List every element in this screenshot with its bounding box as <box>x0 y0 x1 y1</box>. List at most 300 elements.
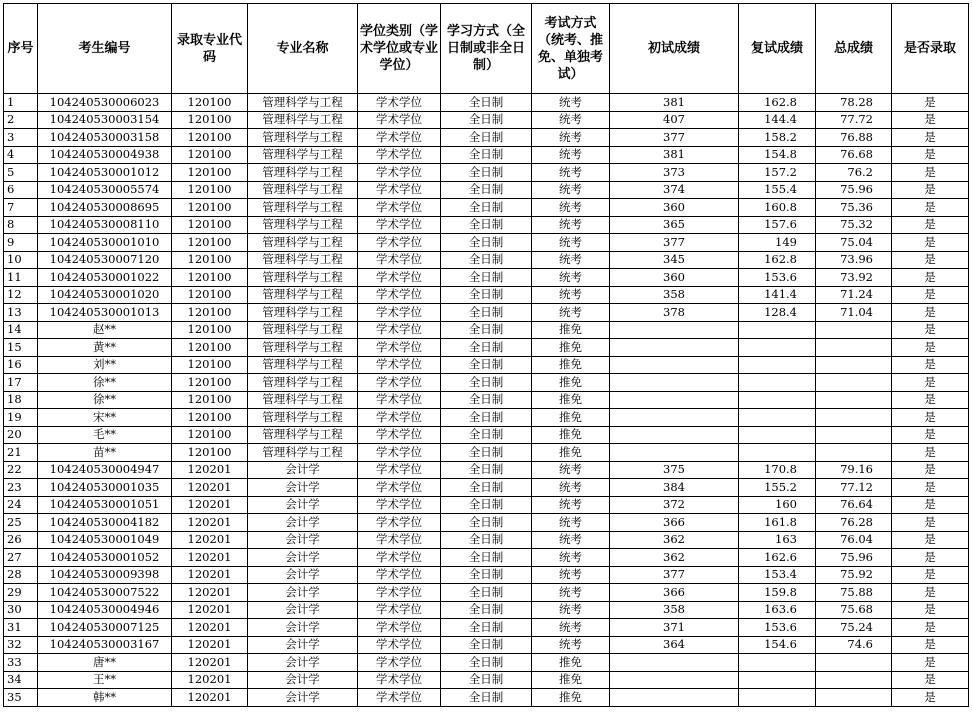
cell-seq: 21 <box>4 444 38 462</box>
cell-study-mode: 全日制 <box>441 584 532 602</box>
cell-study-mode: 全日制 <box>441 426 532 444</box>
cell-degree-type: 学术学位 <box>358 251 441 269</box>
cell-admitted: 是 <box>892 566 969 584</box>
cell-seq: 3 <box>4 129 38 147</box>
cell-major-code: 120100 <box>172 426 248 444</box>
cell-admitted: 是 <box>892 619 969 637</box>
cell-retest-score <box>739 321 816 339</box>
cell-admitted: 是 <box>892 601 969 619</box>
cell-exam-no: 104240530001022 <box>38 269 172 287</box>
cell-initial-score: 358 <box>610 601 739 619</box>
cell-initial-score: 381 <box>610 146 739 164</box>
cell-major-code: 120201 <box>172 671 248 689</box>
cell-seq: 16 <box>4 356 38 374</box>
cell-initial-score: 372 <box>610 496 739 514</box>
cell-exam-mode: 统考 <box>532 566 610 584</box>
cell-initial-score <box>610 391 739 409</box>
cell-degree-type: 学术学位 <box>358 584 441 602</box>
cell-major-code: 120100 <box>172 304 248 322</box>
cell-retest-score: 162.8 <box>739 251 816 269</box>
cell-exam-mode: 统考 <box>532 269 610 287</box>
cell-total-score: 73.96 <box>816 251 892 269</box>
cell-exam-no: 104240530001012 <box>38 164 172 182</box>
cell-exam-no: 苗** <box>38 444 172 462</box>
table-row <box>4 94 969 112</box>
cell-total-score <box>816 321 892 339</box>
cell-major-code: 120100 <box>172 181 248 199</box>
cell-study-mode: 全日制 <box>441 164 532 182</box>
cell-retest-score <box>739 409 816 427</box>
table-row <box>4 654 969 672</box>
table-row <box>4 339 969 357</box>
cell-major-name: 管理科学与工程 <box>248 129 358 147</box>
cell-degree-type: 学术学位 <box>358 234 441 252</box>
cell-retest-score: 162.6 <box>739 549 816 567</box>
cell-exam-no: 徐** <box>38 374 172 392</box>
cell-retest-score: 161.8 <box>739 514 816 532</box>
cell-major-name: 管理科学与工程 <box>248 304 358 322</box>
cell-initial-score: 362 <box>610 531 739 549</box>
cell-total-score: 75.68 <box>816 601 892 619</box>
cell-retest-score: 155.2 <box>739 479 816 497</box>
cell-major-code: 120100 <box>172 374 248 392</box>
cell-major-name: 管理科学与工程 <box>248 164 358 182</box>
cell-total-score <box>816 391 892 409</box>
cell-exam-no: 104240530001010 <box>38 234 172 252</box>
cell-major-name: 管理科学与工程 <box>248 444 358 462</box>
header-major-name: 专业名称 <box>248 4 358 94</box>
cell-retest-score: 157.2 <box>739 164 816 182</box>
table-row <box>4 496 969 514</box>
cell-degree-type: 学术学位 <box>358 531 441 549</box>
cell-exam-mode: 统考 <box>532 216 610 234</box>
cell-major-name: 管理科学与工程 <box>248 269 358 287</box>
cell-degree-type: 学术学位 <box>358 549 441 567</box>
header-retest-score: 复试成绩 <box>739 4 816 94</box>
cell-study-mode: 全日制 <box>441 391 532 409</box>
cell-exam-no: 104240530005574 <box>38 181 172 199</box>
cell-initial-score <box>610 426 739 444</box>
cell-admitted: 是 <box>892 94 969 112</box>
cell-exam-no: 104240530004938 <box>38 146 172 164</box>
cell-degree-type: 学术学位 <box>358 216 441 234</box>
cell-admitted: 是 <box>892 636 969 654</box>
cell-seq: 17 <box>4 374 38 392</box>
cell-initial-score <box>610 671 739 689</box>
table-row <box>4 234 969 252</box>
cell-seq: 5 <box>4 164 38 182</box>
cell-admitted: 是 <box>892 269 969 287</box>
cell-major-code: 120100 <box>172 409 248 427</box>
cell-initial-score: 362 <box>610 549 739 567</box>
cell-total-score <box>816 671 892 689</box>
table-row <box>4 181 969 199</box>
table-row <box>4 479 969 497</box>
cell-initial-score <box>610 689 739 707</box>
cell-retest-score <box>739 391 816 409</box>
cell-admitted: 是 <box>892 339 969 357</box>
cell-major-name: 管理科学与工程 <box>248 426 358 444</box>
cell-major-name: 会计学 <box>248 531 358 549</box>
cell-total-score: 75.24 <box>816 619 892 637</box>
cell-study-mode: 全日制 <box>441 444 532 462</box>
cell-seq: 23 <box>4 479 38 497</box>
cell-degree-type: 学术学位 <box>358 444 441 462</box>
cell-retest-score: 153.6 <box>739 269 816 287</box>
cell-study-mode: 全日制 <box>441 619 532 637</box>
cell-major-name: 会计学 <box>248 549 358 567</box>
cell-major-name: 管理科学与工程 <box>248 374 358 392</box>
cell-initial-score: 360 <box>610 199 739 217</box>
cell-admitted: 是 <box>892 199 969 217</box>
cell-admitted: 是 <box>892 286 969 304</box>
cell-study-mode: 全日制 <box>441 339 532 357</box>
cell-exam-no: 唐** <box>38 654 172 672</box>
cell-seq: 24 <box>4 496 38 514</box>
cell-exam-mode: 推免 <box>532 356 610 374</box>
cell-exam-no: 宋** <box>38 409 172 427</box>
cell-study-mode: 全日制 <box>441 671 532 689</box>
table-row <box>4 269 969 287</box>
cell-major-name: 管理科学与工程 <box>248 286 358 304</box>
cell-admitted: 是 <box>892 304 969 322</box>
table-row <box>4 129 969 147</box>
cell-total-score: 75.88 <box>816 584 892 602</box>
cell-degree-type: 学术学位 <box>358 111 441 129</box>
cell-retest-score: 163 <box>739 531 816 549</box>
cell-seq: 22 <box>4 461 38 479</box>
table-row <box>4 251 969 269</box>
cell-major-name: 会计学 <box>248 671 358 689</box>
cell-admitted: 是 <box>892 234 969 252</box>
cell-study-mode: 全日制 <box>441 549 532 567</box>
cell-major-code: 120100 <box>172 146 248 164</box>
cell-degree-type: 学术学位 <box>358 164 441 182</box>
cell-study-mode: 全日制 <box>441 636 532 654</box>
cell-total-score: 76.68 <box>816 146 892 164</box>
cell-total-score: 75.04 <box>816 234 892 252</box>
cell-admitted: 是 <box>892 584 969 602</box>
cell-degree-type: 学术学位 <box>358 146 441 164</box>
cell-initial-score: 378 <box>610 304 739 322</box>
cell-major-code: 120201 <box>172 479 248 497</box>
cell-initial-score: 358 <box>610 286 739 304</box>
table-row <box>4 566 969 584</box>
cell-study-mode: 全日制 <box>441 321 532 339</box>
cell-total-score <box>816 409 892 427</box>
cell-retest-score: 153.4 <box>739 566 816 584</box>
table-row <box>4 146 969 164</box>
cell-exam-mode: 统考 <box>532 199 610 217</box>
cell-major-name: 会计学 <box>248 584 358 602</box>
cell-exam-mode: 统考 <box>532 531 610 549</box>
cell-seq: 28 <box>4 566 38 584</box>
cell-study-mode: 全日制 <box>441 689 532 707</box>
header-row <box>4 4 969 94</box>
cell-exam-mode: 统考 <box>532 479 610 497</box>
cell-retest-score: 159.8 <box>739 584 816 602</box>
cell-total-score <box>816 689 892 707</box>
cell-major-code: 120201 <box>172 496 248 514</box>
cell-exam-mode: 统考 <box>532 601 610 619</box>
cell-initial-score: 345 <box>610 251 739 269</box>
cell-exam-mode: 推免 <box>532 689 610 707</box>
cell-admitted: 是 <box>892 531 969 549</box>
cell-seq: 2 <box>4 111 38 129</box>
cell-exam-mode: 推免 <box>532 374 610 392</box>
cell-major-code: 120100 <box>172 199 248 217</box>
table-row <box>4 601 969 619</box>
cell-total-score: 75.96 <box>816 181 892 199</box>
admission-table <box>3 3 969 707</box>
cell-major-code: 120201 <box>172 636 248 654</box>
cell-study-mode: 全日制 <box>441 199 532 217</box>
cell-degree-type: 学术学位 <box>358 304 441 322</box>
cell-degree-type: 学术学位 <box>358 199 441 217</box>
cell-admitted: 是 <box>892 409 969 427</box>
cell-exam-no: 104240530007522 <box>38 584 172 602</box>
cell-degree-type: 学术学位 <box>358 286 441 304</box>
cell-admitted: 是 <box>892 496 969 514</box>
table-row <box>4 216 969 234</box>
cell-exam-mode: 统考 <box>532 514 610 532</box>
cell-major-code: 120100 <box>172 251 248 269</box>
cell-study-mode: 全日制 <box>441 356 532 374</box>
cell-seq: 19 <box>4 409 38 427</box>
cell-admitted: 是 <box>892 479 969 497</box>
cell-total-score: 75.36 <box>816 199 892 217</box>
cell-exam-mode: 统考 <box>532 94 610 112</box>
table-row <box>4 461 969 479</box>
cell-exam-no: 104240530003158 <box>38 129 172 147</box>
table-row <box>4 286 969 304</box>
cell-major-name: 管理科学与工程 <box>248 339 358 357</box>
cell-retest-score: 158.2 <box>739 129 816 147</box>
cell-total-score: 79.16 <box>816 461 892 479</box>
cell-major-name: 会计学 <box>248 619 358 637</box>
cell-major-name: 管理科学与工程 <box>248 181 358 199</box>
cell-retest-score: 163.6 <box>739 601 816 619</box>
cell-initial-score: 384 <box>610 479 739 497</box>
cell-total-score: 78.28 <box>816 94 892 112</box>
cell-retest-score: 154.6 <box>739 636 816 654</box>
cell-admitted: 是 <box>892 444 969 462</box>
cell-major-name: 管理科学与工程 <box>248 409 358 427</box>
cell-initial-score: 377 <box>610 234 739 252</box>
cell-initial-score: 374 <box>610 181 739 199</box>
cell-degree-type: 学术学位 <box>358 496 441 514</box>
header-degree-type: 学位类别（学术学位或专业学位） <box>358 4 441 94</box>
cell-seq: 8 <box>4 216 38 234</box>
cell-exam-mode: 推免 <box>532 671 610 689</box>
table-row <box>4 671 969 689</box>
cell-major-name: 会计学 <box>248 461 358 479</box>
cell-initial-score: 371 <box>610 619 739 637</box>
cell-total-score: 77.12 <box>816 479 892 497</box>
table-row <box>4 636 969 654</box>
cell-exam-mode: 统考 <box>532 619 610 637</box>
cell-study-mode: 全日制 <box>441 129 532 147</box>
cell-admitted: 是 <box>892 514 969 532</box>
cell-exam-mode: 统考 <box>532 146 610 164</box>
cell-study-mode: 全日制 <box>441 409 532 427</box>
cell-major-code: 120100 <box>172 321 248 339</box>
cell-study-mode: 全日制 <box>441 531 532 549</box>
cell-exam-mode: 统考 <box>532 251 610 269</box>
cell-major-name: 会计学 <box>248 566 358 584</box>
cell-exam-no: 104240530001013 <box>38 304 172 322</box>
cell-major-code: 120201 <box>172 689 248 707</box>
header-admitted: 是否录取 <box>892 4 969 94</box>
cell-initial-score: 377 <box>610 566 739 584</box>
cell-major-code: 120201 <box>172 566 248 584</box>
cell-admitted: 是 <box>892 321 969 339</box>
cell-seq: 12 <box>4 286 38 304</box>
cell-exam-no: 104240530004947 <box>38 461 172 479</box>
cell-degree-type: 学术学位 <box>358 601 441 619</box>
cell-seq: 6 <box>4 181 38 199</box>
header-exam-mode: 考试方式（统考、推免、单独考试） <box>532 4 610 94</box>
cell-major-code: 120201 <box>172 461 248 479</box>
cell-initial-score <box>610 374 739 392</box>
cell-total-score: 76.88 <box>816 129 892 147</box>
cell-seq: 26 <box>4 531 38 549</box>
cell-retest-score: 128.4 <box>739 304 816 322</box>
cell-retest-score: 144.4 <box>739 111 816 129</box>
table-row <box>4 304 969 322</box>
cell-exam-no: 104240530003154 <box>38 111 172 129</box>
cell-study-mode: 全日制 <box>441 251 532 269</box>
table-row <box>4 409 969 427</box>
cell-initial-score: 381 <box>610 94 739 112</box>
cell-study-mode: 全日制 <box>441 566 532 584</box>
cell-exam-no: 韩** <box>38 689 172 707</box>
cell-retest-score: 155.4 <box>739 181 816 199</box>
cell-degree-type: 学术学位 <box>358 479 441 497</box>
cell-admitted: 是 <box>892 146 969 164</box>
cell-retest-score: 141.4 <box>739 286 816 304</box>
cell-major-name: 管理科学与工程 <box>248 111 358 129</box>
cell-exam-no: 104240530007125 <box>38 619 172 637</box>
cell-retest-score <box>739 444 816 462</box>
cell-major-code: 120100 <box>172 286 248 304</box>
cell-total-score: 75.32 <box>816 216 892 234</box>
cell-seq: 9 <box>4 234 38 252</box>
cell-degree-type: 学术学位 <box>358 671 441 689</box>
cell-initial-score <box>610 321 739 339</box>
cell-seq: 1 <box>4 94 38 112</box>
cell-major-name: 会计学 <box>248 496 358 514</box>
cell-admitted: 是 <box>892 374 969 392</box>
cell-exam-no: 104240530006023 <box>38 94 172 112</box>
cell-major-name: 会计学 <box>248 514 358 532</box>
cell-exam-no: 赵** <box>38 321 172 339</box>
cell-admitted: 是 <box>892 216 969 234</box>
table-row <box>4 391 969 409</box>
cell-retest-score: 157.6 <box>739 216 816 234</box>
table-row <box>4 199 969 217</box>
cell-major-name: 会计学 <box>248 654 358 672</box>
cell-study-mode: 全日制 <box>441 304 532 322</box>
cell-initial-score: 366 <box>610 584 739 602</box>
table-row <box>4 426 969 444</box>
cell-total-score: 74.6 <box>816 636 892 654</box>
cell-exam-no: 徐** <box>38 391 172 409</box>
cell-degree-type: 学术学位 <box>358 94 441 112</box>
cell-study-mode: 全日制 <box>441 269 532 287</box>
cell-degree-type: 学术学位 <box>358 689 441 707</box>
cell-seq: 11 <box>4 269 38 287</box>
cell-major-code: 120100 <box>172 391 248 409</box>
cell-exam-no: 104240530001052 <box>38 549 172 567</box>
cell-retest-score <box>739 671 816 689</box>
cell-admitted: 是 <box>892 391 969 409</box>
cell-seq: 35 <box>4 689 38 707</box>
cell-initial-score <box>610 444 739 462</box>
cell-total-score: 76.64 <box>816 496 892 514</box>
cell-seq: 13 <box>4 304 38 322</box>
cell-seq: 10 <box>4 251 38 269</box>
cell-exam-mode: 推免 <box>532 426 610 444</box>
cell-degree-type: 学术学位 <box>358 461 441 479</box>
cell-exam-no: 104240530001020 <box>38 286 172 304</box>
cell-major-code: 120100 <box>172 216 248 234</box>
cell-major-name: 会计学 <box>248 479 358 497</box>
cell-admitted: 是 <box>892 549 969 567</box>
cell-major-name: 管理科学与工程 <box>248 234 358 252</box>
cell-seq: 14 <box>4 321 38 339</box>
cell-exam-no: 104240530009398 <box>38 566 172 584</box>
cell-retest-score <box>739 426 816 444</box>
cell-major-code: 120100 <box>172 94 248 112</box>
header-initial-score: 初试成绩 <box>610 4 739 94</box>
cell-major-name: 管理科学与工程 <box>248 94 358 112</box>
table-row <box>4 444 969 462</box>
cell-degree-type: 学术学位 <box>358 269 441 287</box>
cell-exam-mode: 推免 <box>532 391 610 409</box>
cell-admitted: 是 <box>892 671 969 689</box>
cell-initial-score: 373 <box>610 164 739 182</box>
table-row <box>4 584 969 602</box>
header-study-mode: 学习方式（全日制或非全日制） <box>441 4 532 94</box>
cell-major-code: 120100 <box>172 356 248 374</box>
cell-degree-type: 学术学位 <box>358 129 441 147</box>
table-row <box>4 619 969 637</box>
cell-major-name: 会计学 <box>248 601 358 619</box>
cell-degree-type: 学术学位 <box>358 356 441 374</box>
table-row <box>4 531 969 549</box>
cell-admitted: 是 <box>892 111 969 129</box>
cell-exam-no: 王** <box>38 671 172 689</box>
cell-retest-score: 160.8 <box>739 199 816 217</box>
cell-retest-score <box>739 374 816 392</box>
cell-major-code: 120100 <box>172 111 248 129</box>
table-row <box>4 321 969 339</box>
cell-initial-score: 364 <box>610 636 739 654</box>
cell-initial-score: 360 <box>610 269 739 287</box>
table-row <box>4 111 969 129</box>
header-total-score: 总成绩 <box>816 4 892 94</box>
cell-exam-mode: 推免 <box>532 654 610 672</box>
table-row <box>4 549 969 567</box>
cell-exam-mode: 统考 <box>532 496 610 514</box>
cell-exam-no: 104240530004946 <box>38 601 172 619</box>
cell-admitted: 是 <box>892 461 969 479</box>
cell-retest-score: 162.8 <box>739 94 816 112</box>
cell-retest-score: 149 <box>739 234 816 252</box>
cell-major-code: 120100 <box>172 164 248 182</box>
cell-degree-type: 学术学位 <box>358 339 441 357</box>
